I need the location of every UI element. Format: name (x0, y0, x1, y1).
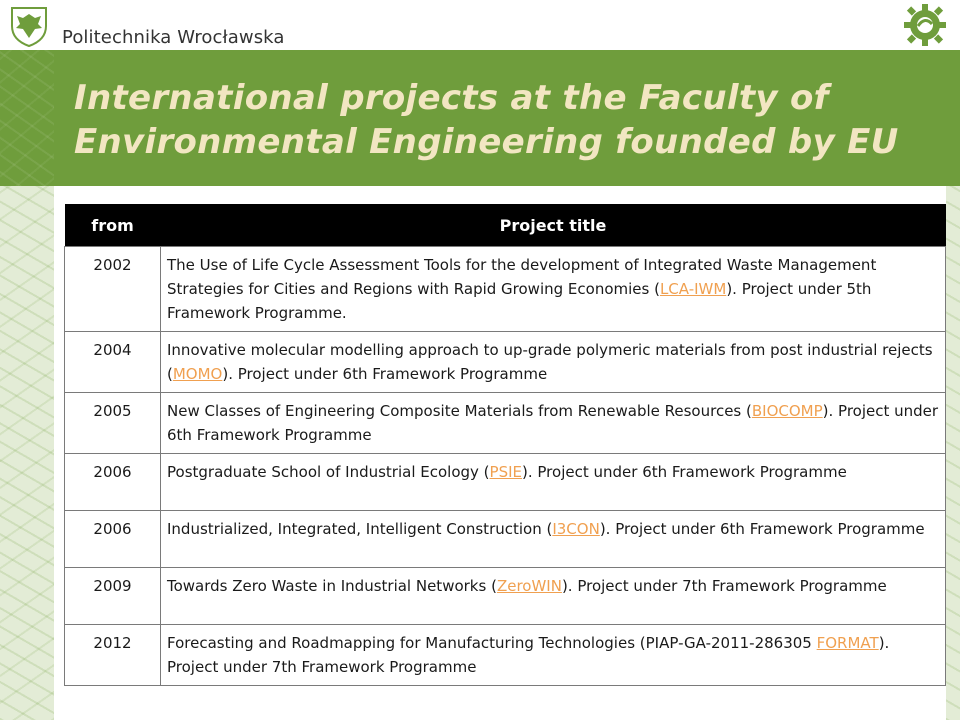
faculty-gear-icon (902, 2, 948, 48)
project-title-cell (161, 332, 946, 393)
year-cell: 2005 (65, 393, 161, 454)
year-cell: 2009 (65, 568, 161, 625)
project-text: ). Project under 7th Framework Programme (167, 634, 890, 676)
year-cell: 2004 (65, 332, 161, 393)
project-title-cell (161, 568, 946, 625)
slide-title (74, 76, 954, 164)
project-acronym-link[interactable]: LCA-IWM (659, 280, 727, 298)
project-text: ). Project under 6th Framework Programme (222, 365, 548, 383)
top-header (0, 0, 960, 50)
table-header-row (65, 204, 946, 247)
project-title-cell (161, 511, 946, 568)
project-title-cell (161, 454, 946, 511)
eagle-crest-icon (6, 4, 52, 48)
title-band (54, 50, 960, 186)
project-text: The Use of Life Cycle Assessment Tools for the development of Integrated Waste Management Strategies for Cities and Regions with Rapid Growing Economies ( (167, 256, 877, 298)
project-text: Innovative molecular modelling approach to up-grade polymeric materials from post industrial rejects ( (167, 341, 933, 383)
table-row (65, 454, 946, 511)
project-text: Industrialized, Integrated, Intelligent Construction ( (167, 520, 553, 538)
column-header-from: from (65, 204, 161, 247)
project-text: ). Project under 7th Framework Programme (561, 577, 887, 595)
table-row (65, 332, 946, 393)
year-cell: 2006 (65, 511, 161, 568)
project-text: New Classes of Engineering Composite Materials from Renewable Resources ( (167, 402, 752, 420)
project-text: ). Project under 6th Framework Programme (522, 463, 847, 481)
project-text: ). Project under 6th Framework Programme (167, 402, 939, 444)
project-title-cell (161, 393, 946, 454)
project-title-cell (161, 625, 946, 686)
table-row (65, 393, 946, 454)
title-line-2: Environmental Engineering founded by EU (74, 122, 899, 162)
project-acronym-link[interactable]: PSIE (489, 463, 523, 481)
table-row (65, 568, 946, 625)
project-text: Towards Zero Waste in Industrial Networks ( (167, 577, 497, 595)
project-text: ). Project under 6th Framework Programme (599, 520, 925, 538)
project-text: Forecasting and Roadmapping for Manufacturing Technologies (PIAP-GA-2011-286305 (167, 634, 817, 652)
table-row (65, 625, 946, 686)
projects-table-wrapper (64, 204, 946, 686)
project-acronym-link[interactable]: I3CON (552, 520, 600, 538)
table-row (65, 511, 946, 568)
year-cell: 2002 (65, 247, 161, 332)
table-row (65, 247, 946, 332)
project-title-cell (161, 247, 946, 332)
year-cell: 2006 (65, 454, 161, 511)
column-header-project-title: Project title (161, 204, 946, 247)
project-acronym-link[interactable]: ZeroWIN (496, 577, 562, 595)
right-decor-panel (946, 186, 960, 720)
project-acronym-link[interactable]: MOMO (172, 365, 223, 383)
year-cell: 2012 (65, 625, 161, 686)
projects-table (64, 204, 946, 686)
project-acronym-link[interactable]: FORMAT (816, 634, 879, 652)
left-decor-panel (0, 50, 54, 720)
project-text: Postgraduate School of Industrial Ecology ( (167, 463, 490, 481)
project-text: ). Project under 5th Framework Programme. (167, 280, 872, 322)
title-line-1: International projects at the Faculty of (74, 78, 829, 118)
project-acronym-link[interactable]: BIOCOMP (751, 402, 823, 420)
university-name: Politechnika Wrocławska (62, 27, 285, 48)
